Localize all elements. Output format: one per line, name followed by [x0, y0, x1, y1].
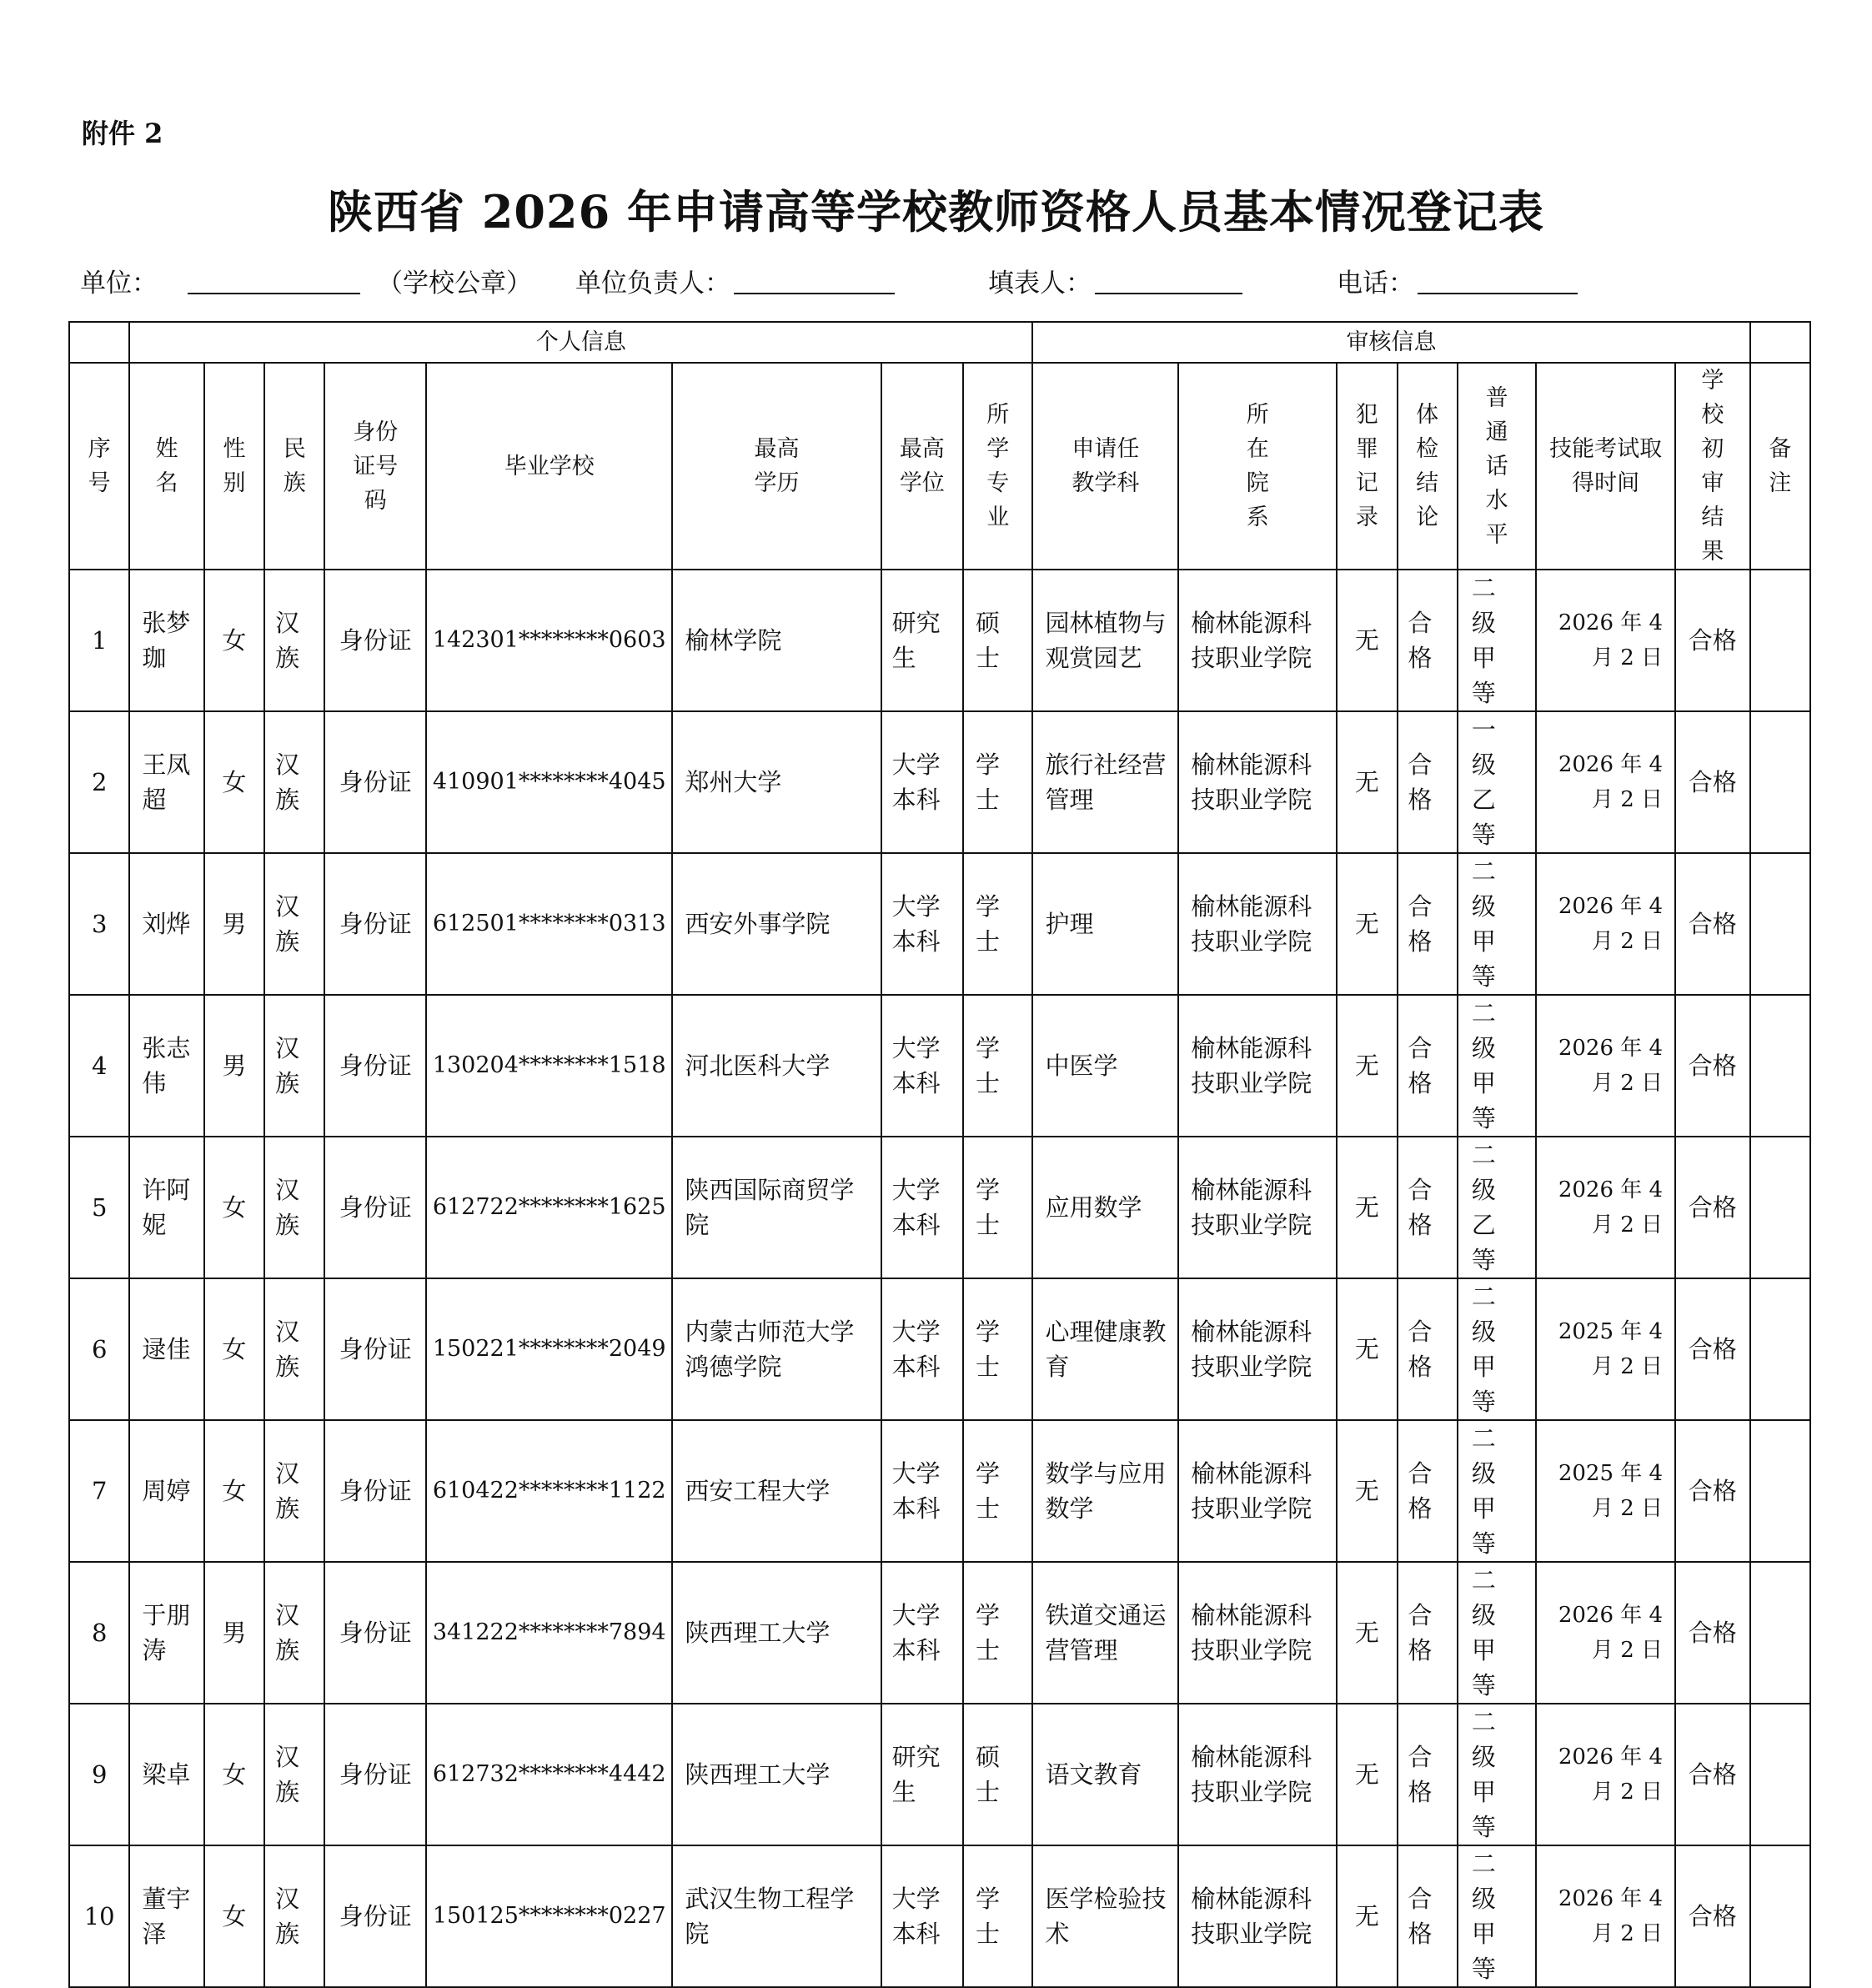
row-health: 合格 [1398, 1704, 1458, 1845]
row-id-type: 身份证 [324, 995, 426, 1137]
row-note [1750, 995, 1810, 1137]
row-gender: 男 [204, 995, 264, 1137]
row-seq: 10 [69, 1845, 129, 1987]
row-seq: 8 [69, 1562, 129, 1704]
header-result: 学校初审结果 [1675, 363, 1750, 570]
row-name: 许阿妮 [129, 1137, 203, 1278]
row-dept: 榆林能源科技职业学院 [1178, 570, 1337, 711]
row-degree: 学士 [963, 1845, 1032, 1987]
row-result: 合格 [1675, 1704, 1750, 1845]
row-dept: 榆林能源科技职业学院 [1178, 995, 1337, 1137]
row-mandarin: 二级甲等 [1458, 1845, 1536, 1987]
row-crime: 无 [1337, 711, 1397, 853]
header-major: 所学专业 [963, 363, 1032, 570]
row-school: 陕西国际商贸学院 [672, 1137, 881, 1278]
row-degree: 学士 [963, 1137, 1032, 1278]
row-subject: 园林植物与观赏园艺 [1032, 570, 1178, 711]
header-gender: 性别 [204, 363, 264, 570]
row-degree: 硕士 [963, 570, 1032, 711]
row-id-type: 身份证 [324, 1420, 426, 1562]
row-skill-time: 2026 年 4 月 2 日 [1536, 711, 1675, 853]
row-crime: 无 [1337, 1845, 1397, 1987]
phone-field[interactable] [1418, 293, 1578, 294]
row-health: 合格 [1398, 570, 1458, 711]
header-mandarin: 普通话水平 [1458, 363, 1536, 570]
row-note [1750, 853, 1810, 995]
row-gender: 女 [204, 1420, 264, 1562]
row-crime: 无 [1337, 995, 1397, 1137]
row-degree: 硕士 [963, 1704, 1032, 1845]
row-name: 张志伟 [129, 995, 203, 1137]
row-seq: 7 [69, 1420, 129, 1562]
page-title: 陕西省 2026 年申请高等学校教师资格人员基本情况登记表 [328, 185, 1544, 238]
row-id-number: 341222********7894 [426, 1562, 672, 1704]
table-row [69, 1137, 1810, 1278]
row-gender: 男 [204, 1562, 264, 1704]
leader-label: 单位负责人： [575, 269, 730, 299]
row-subject: 心理健康教育 [1032, 1278, 1178, 1420]
row-gender: 男 [204, 853, 264, 995]
row-subject: 医学检验技术 [1032, 1845, 1178, 1987]
row-note [1750, 711, 1810, 853]
row-seq: 6 [69, 1278, 129, 1420]
row-seq: 3 [69, 853, 129, 995]
row-id-type: 身份证 [324, 1278, 426, 1420]
row-result: 合格 [1675, 1562, 1750, 1704]
row-result: 合格 [1675, 570, 1750, 711]
row-dept: 榆林能源科技职业学院 [1178, 853, 1337, 995]
row-skill-time: 2026 年 4 月 2 日 [1536, 570, 1675, 711]
row-degree: 学士 [963, 1278, 1032, 1420]
row-school: 内蒙古师范大学鸿德学院 [672, 1278, 881, 1420]
header-school: 毕业学校 [426, 363, 672, 570]
row-gender: 女 [204, 1845, 264, 1987]
row-result: 合格 [1675, 853, 1750, 995]
table-row [69, 1278, 1810, 1420]
row-health: 合格 [1398, 1278, 1458, 1420]
row-subject: 中医学 [1032, 995, 1178, 1137]
registration-table [68, 321, 1811, 1988]
row-dept: 榆林能源科技职业学院 [1178, 1845, 1337, 1987]
row-name: 张梦珈 [129, 570, 203, 711]
filler-label: 填表人： [988, 269, 1092, 299]
row-health: 合格 [1398, 1845, 1458, 1987]
row-gender: 女 [204, 1278, 264, 1420]
row-ethnic: 汉族 [264, 1278, 324, 1420]
table-row [69, 570, 1810, 711]
row-id-number: 150221********2049 [426, 1278, 672, 1420]
leader-field[interactable] [734, 293, 895, 294]
row-subject: 应用数学 [1032, 1137, 1178, 1278]
row-degree: 学士 [963, 853, 1032, 995]
table-row [69, 995, 1810, 1137]
row-dept: 榆林能源科技职业学院 [1178, 1137, 1337, 1278]
row-education: 大学本科 [881, 995, 963, 1137]
row-education: 大学本科 [881, 1420, 963, 1562]
header-subject: 申请任教学科 [1032, 363, 1178, 570]
row-crime: 无 [1337, 1137, 1397, 1278]
row-skill-time: 2026 年 4 月 2 日 [1536, 1845, 1675, 1987]
row-ethnic: 汉族 [264, 1420, 324, 1562]
row-school: 陕西理工大学 [672, 1562, 881, 1704]
row-crime: 无 [1337, 1562, 1397, 1704]
header-seq: 序号 [69, 363, 129, 570]
row-crime: 无 [1337, 1278, 1397, 1420]
row-id-type: 身份证 [324, 711, 426, 853]
row-gender: 女 [204, 570, 264, 711]
row-ethnic: 汉族 [264, 853, 324, 995]
row-id-number: 150125********0227 [426, 1845, 672, 1987]
row-id-number: 130204********1518 [426, 995, 672, 1137]
row-mandarin: 二级甲等 [1458, 570, 1536, 711]
column-header-row [69, 363, 1810, 570]
group-header-row [69, 322, 1810, 363]
row-mandarin: 二级甲等 [1458, 1278, 1536, 1420]
row-note [1750, 1137, 1810, 1278]
row-name: 梁卓 [129, 1704, 203, 1845]
row-ethnic: 汉族 [264, 1845, 324, 1987]
row-id-type: 身份证 [324, 1562, 426, 1704]
row-subject: 护理 [1032, 853, 1178, 995]
row-degree: 学士 [963, 1562, 1032, 1704]
row-seq: 9 [69, 1704, 129, 1845]
filler-field[interactable] [1095, 293, 1242, 294]
row-degree: 学士 [963, 995, 1032, 1137]
header-skill-time: 技能考试取得时间 [1536, 363, 1675, 570]
row-ethnic: 汉族 [264, 1704, 324, 1845]
row-mandarin: 二级甲等 [1458, 1562, 1536, 1704]
phone-label: 电话： [1337, 269, 1414, 299]
row-id-number: 612501********0313 [426, 853, 672, 995]
row-school: 西安工程大学 [672, 1420, 881, 1562]
row-id-type: 身份证 [324, 570, 426, 711]
row-subject: 数学与应用数学 [1032, 1420, 1178, 1562]
row-education: 大学本科 [881, 1562, 963, 1704]
row-note [1750, 1704, 1810, 1845]
row-note [1750, 1562, 1810, 1704]
seal-label: （学校公章） [377, 269, 532, 299]
header-id: 身份证号码 [324, 363, 426, 570]
row-name: 刘烨 [129, 853, 203, 995]
header-crime: 犯罪记录 [1337, 363, 1397, 570]
row-mandarin: 一级乙等 [1458, 711, 1536, 853]
row-crime: 无 [1337, 570, 1397, 711]
row-skill-time: 2025 年 4 月 2 日 [1536, 1278, 1675, 1420]
row-dept: 榆林能源科技职业学院 [1178, 1420, 1337, 1562]
row-school: 西安外事学院 [672, 853, 881, 995]
row-subject: 铁道交通运营管理 [1032, 1562, 1178, 1704]
row-result: 合格 [1675, 711, 1750, 853]
row-gender: 女 [204, 711, 264, 853]
row-note [1750, 1420, 1810, 1562]
row-school: 郑州大学 [672, 711, 881, 853]
row-skill-time: 2025 年 4 月 2 日 [1536, 1420, 1675, 1562]
group-personal: 个人信息 [129, 322, 1032, 363]
row-dept: 榆林能源科技职业学院 [1178, 1562, 1337, 1704]
header-note: 备注 [1750, 363, 1810, 570]
table-row [69, 1562, 1810, 1704]
row-health: 合格 [1398, 1420, 1458, 1562]
unit-field[interactable] [188, 293, 360, 294]
row-education: 大学本科 [881, 711, 963, 853]
row-mandarin: 二级甲等 [1458, 853, 1536, 995]
row-ethnic: 汉族 [264, 1137, 324, 1278]
header-education: 最高学历 [672, 363, 881, 570]
row-degree: 学士 [963, 711, 1032, 853]
row-id-type: 身份证 [324, 853, 426, 995]
row-school: 武汉生物工程学院 [672, 1845, 881, 1987]
row-mandarin: 二级甲等 [1458, 1704, 1536, 1845]
row-mandarin: 二级甲等 [1458, 995, 1536, 1137]
row-dept: 榆林能源科技职业学院 [1178, 1278, 1337, 1420]
header-ethnic: 民族 [264, 363, 324, 570]
row-result: 合格 [1675, 1845, 1750, 1987]
row-education: 大学本科 [881, 1278, 963, 1420]
row-note [1750, 1278, 1810, 1420]
row-id-number: 410901********4045 [426, 711, 672, 853]
row-education: 大学本科 [881, 1137, 963, 1278]
row-seq: 2 [69, 711, 129, 853]
row-education: 大学本科 [881, 853, 963, 995]
header-dept: 所在院系 [1178, 363, 1337, 570]
row-degree: 学士 [963, 1420, 1032, 1562]
row-name: 董宇泽 [129, 1845, 203, 1987]
row-result: 合格 [1675, 1420, 1750, 1562]
row-school: 榆林学院 [672, 570, 881, 711]
group-review: 审核信息 [1032, 322, 1749, 363]
row-dept: 榆林能源科技职业学院 [1178, 1704, 1337, 1845]
row-name: 于朋涛 [129, 1562, 203, 1704]
header-health: 体检结论 [1398, 363, 1458, 570]
row-id-number: 610422********1122 [426, 1420, 672, 1562]
table-row [69, 1845, 1810, 1987]
table-row [69, 1704, 1810, 1845]
row-school: 河北医科大学 [672, 995, 881, 1137]
row-dept: 榆林能源科技职业学院 [1178, 711, 1337, 853]
row-id-type: 身份证 [324, 1137, 426, 1278]
row-education: 研究生 [881, 570, 963, 711]
row-health: 合格 [1398, 1562, 1458, 1704]
row-name: 逯佳 [129, 1278, 203, 1420]
row-crime: 无 [1337, 853, 1397, 995]
row-health: 合格 [1398, 1137, 1458, 1278]
row-ethnic: 汉族 [264, 1562, 324, 1704]
table-row [69, 1420, 1810, 1562]
row-ethnic: 汉族 [264, 995, 324, 1137]
table-row [69, 853, 1810, 995]
row-name: 周婷 [129, 1420, 203, 1562]
unit-label: 单位： [80, 269, 158, 299]
row-subject: 旅行社经营管理 [1032, 711, 1178, 853]
row-ethnic: 汉族 [264, 570, 324, 711]
row-seq: 5 [69, 1137, 129, 1278]
row-crime: 无 [1337, 1420, 1397, 1562]
row-skill-time: 2026 年 4 月 2 日 [1536, 1562, 1675, 1704]
row-education: 大学本科 [881, 1845, 963, 1987]
row-gender: 女 [204, 1704, 264, 1845]
row-health: 合格 [1398, 711, 1458, 853]
row-note [1750, 1845, 1810, 1987]
header-name: 姓名 [129, 363, 203, 570]
row-subject: 语文教育 [1032, 1704, 1178, 1845]
row-education: 研究生 [881, 1704, 963, 1845]
row-note [1750, 570, 1810, 711]
row-id-number: 612722********1625 [426, 1137, 672, 1278]
row-result: 合格 [1675, 1278, 1750, 1420]
row-seq: 4 [69, 995, 129, 1137]
row-name: 王凤超 [129, 711, 203, 853]
table-row [69, 711, 1810, 853]
row-mandarin: 二级乙等 [1458, 1137, 1536, 1278]
row-crime: 无 [1337, 1704, 1397, 1845]
row-id-number: 612732********4442 [426, 1704, 672, 1845]
attachment-label: 附件 2 [82, 118, 163, 149]
row-result: 合格 [1675, 995, 1750, 1137]
row-gender: 女 [204, 1137, 264, 1278]
row-mandarin: 二级甲等 [1458, 1420, 1536, 1562]
row-school: 陕西理工大学 [672, 1704, 881, 1845]
row-skill-time: 2026 年 4 月 2 日 [1536, 1704, 1675, 1845]
header-degree: 最高学位 [881, 363, 963, 570]
row-seq: 1 [69, 570, 129, 711]
row-skill-time: 2026 年 4 月 2 日 [1536, 995, 1675, 1137]
row-skill-time: 2026 年 4 月 2 日 [1536, 1137, 1675, 1278]
row-skill-time: 2026 年 4 月 2 日 [1536, 853, 1675, 995]
row-id-type: 身份证 [324, 1845, 426, 1987]
row-result: 合格 [1675, 1137, 1750, 1278]
row-ethnic: 汉族 [264, 711, 324, 853]
row-health: 合格 [1398, 853, 1458, 995]
row-id-number: 142301********0603 [426, 570, 672, 711]
row-id-type: 身份证 [324, 1704, 426, 1845]
row-health: 合格 [1398, 995, 1458, 1137]
